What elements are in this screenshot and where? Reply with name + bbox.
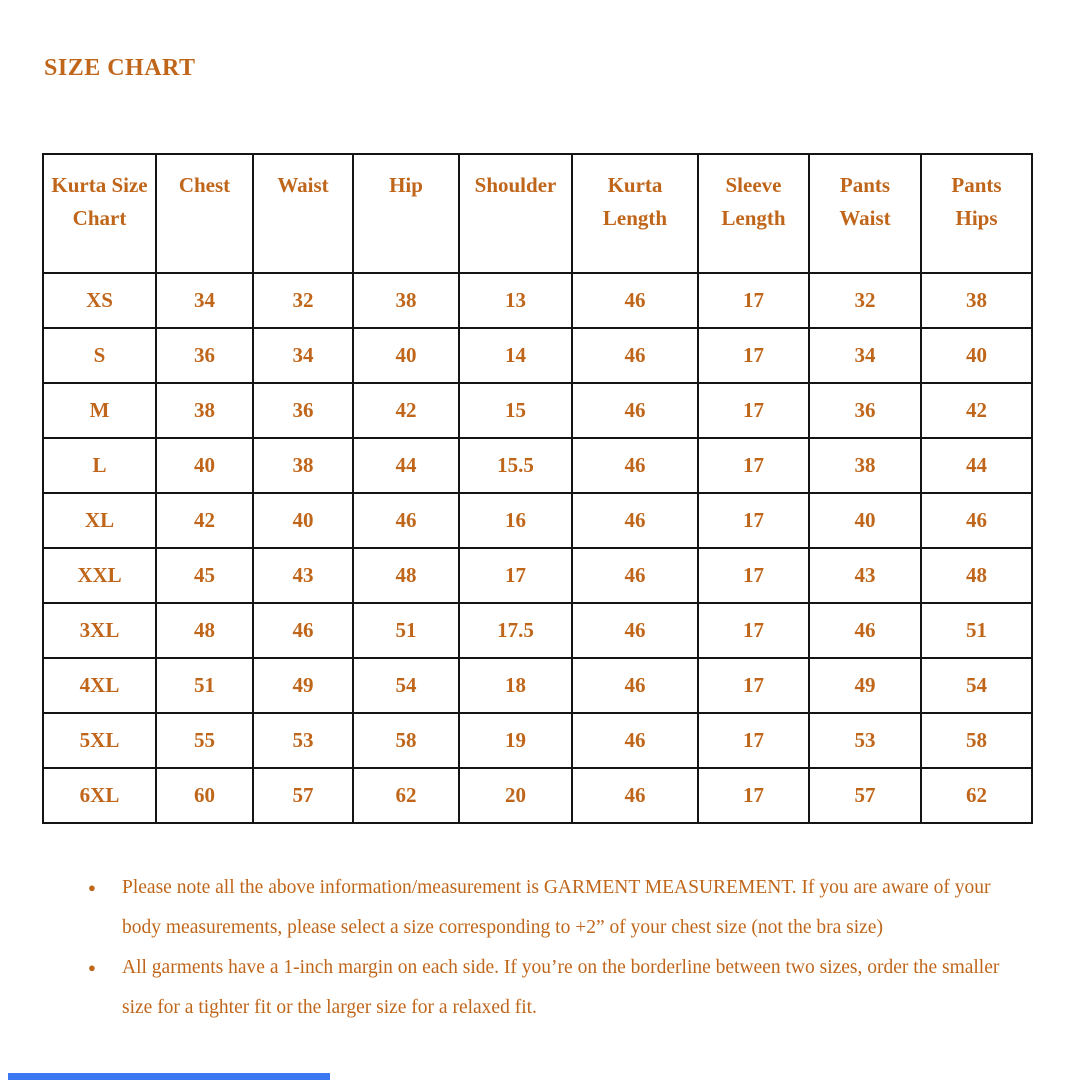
measurement-cell: 40 (253, 493, 353, 548)
measurement-cell: 58 (353, 713, 459, 768)
table-row (43, 768, 1032, 823)
measurement-cell: 46 (572, 768, 698, 823)
measurement-cell: 54 (921, 658, 1032, 713)
measurement-cell: 57 (809, 768, 921, 823)
measurement-cell: 15.5 (459, 438, 572, 493)
size-label-cell: 6XL (43, 768, 156, 823)
measurement-cell: 17 (698, 603, 809, 658)
measurement-cell: 49 (809, 658, 921, 713)
measurement-cell: 20 (459, 768, 572, 823)
size-chart-table (42, 153, 1033, 824)
measurement-cell: 60 (156, 768, 253, 823)
column-header: Pants Waist (809, 154, 921, 273)
measurement-cell: 44 (921, 438, 1032, 493)
notes-list (88, 868, 1018, 1028)
measurement-cell: 46 (572, 328, 698, 383)
measurement-cell: 51 (921, 603, 1032, 658)
column-header: Sleeve Length (698, 154, 809, 273)
table-body (43, 273, 1032, 823)
measurement-cell: 42 (156, 493, 253, 548)
measurement-cell: 17 (698, 328, 809, 383)
measurement-cell: 57 (253, 768, 353, 823)
measurement-cell: 14 (459, 328, 572, 383)
measurement-cell: 42 (921, 383, 1032, 438)
measurement-cell: 44 (353, 438, 459, 493)
table-row (43, 548, 1032, 603)
measurement-cell: 48 (921, 548, 1032, 603)
measurement-cell: 48 (353, 548, 459, 603)
size-label-cell: 3XL (43, 603, 156, 658)
measurement-cell: 46 (253, 603, 353, 658)
note-item (88, 948, 1018, 1028)
measurement-cell: 55 (156, 713, 253, 768)
measurement-cell: 46 (921, 493, 1032, 548)
measurement-cell: 43 (253, 548, 353, 603)
measurement-cell: 46 (572, 438, 698, 493)
measurement-cell: 13 (459, 273, 572, 328)
page-title: SIZE CHART (44, 55, 196, 81)
measurement-cell: 38 (353, 273, 459, 328)
measurement-cell: 45 (156, 548, 253, 603)
note-item (88, 868, 1018, 948)
measurement-cell: 17.5 (459, 603, 572, 658)
measurement-cell: 32 (809, 273, 921, 328)
column-header: Hip (353, 154, 459, 273)
table-row (43, 328, 1032, 383)
note-text: Please note all the above information/measurement is GARMENT MEASUREMENT. If you are aware of your body measurements, please select a size corresponding to +2” of your chest size (not the bra size) (122, 877, 991, 938)
size-label-cell: S (43, 328, 156, 383)
measurement-cell: 62 (353, 768, 459, 823)
measurement-cell: 17 (698, 273, 809, 328)
column-header: Kurta Length (572, 154, 698, 273)
measurement-cell: 40 (156, 438, 253, 493)
measurement-cell: 17 (698, 438, 809, 493)
measurement-cell: 38 (253, 438, 353, 493)
measurement-cell: 38 (921, 273, 1032, 328)
measurement-cell: 54 (353, 658, 459, 713)
measurement-cell: 62 (921, 768, 1032, 823)
measurement-cell: 36 (809, 383, 921, 438)
column-header: Shoulder (459, 154, 572, 273)
size-label-cell: XS (43, 273, 156, 328)
measurement-cell: 15 (459, 383, 572, 438)
column-header: Chest (156, 154, 253, 273)
measurement-cell: 46 (572, 383, 698, 438)
measurement-cell: 19 (459, 713, 572, 768)
measurement-cell: 46 (353, 493, 459, 548)
measurement-cell: 17 (698, 658, 809, 713)
measurement-cell: 17 (698, 768, 809, 823)
table-row (43, 658, 1032, 713)
measurement-cell: 42 (353, 383, 459, 438)
note-text: All garments have a 1-inch margin on each side. If you’re on the borderline between two sizes, order the smaller size for a tighter fit or the larger size for a relaxed fit. (122, 957, 1000, 1018)
measurement-cell: 46 (572, 713, 698, 768)
measurement-cell: 38 (156, 383, 253, 438)
measurement-cell: 53 (809, 713, 921, 768)
measurement-cell: 40 (353, 328, 459, 383)
table-row (43, 273, 1032, 328)
measurement-cell: 40 (809, 493, 921, 548)
measurement-cell: 46 (809, 603, 921, 658)
measurement-cell: 34 (253, 328, 353, 383)
size-label-cell: XL (43, 493, 156, 548)
measurement-cell: 58 (921, 713, 1032, 768)
size-label-cell: 5XL (43, 713, 156, 768)
size-label-cell: 4XL (43, 658, 156, 713)
column-header: Waist (253, 154, 353, 273)
measurement-cell: 17 (698, 383, 809, 438)
measurement-cell: 48 (156, 603, 253, 658)
column-header: Kurta Size Chart (43, 154, 156, 273)
measurement-cell: 17 (698, 713, 809, 768)
measurement-cell: 34 (156, 273, 253, 328)
bullet-icon: ● (88, 960, 96, 975)
measurement-cell: 43 (809, 548, 921, 603)
table-row (43, 493, 1032, 548)
measurement-cell: 17 (459, 548, 572, 603)
size-label-cell: L (43, 438, 156, 493)
measurement-cell: 17 (698, 548, 809, 603)
measurement-cell: 38 (809, 438, 921, 493)
measurement-cell: 46 (572, 493, 698, 548)
measurement-cell: 46 (572, 548, 698, 603)
table-row (43, 713, 1032, 768)
measurement-cell: 40 (921, 328, 1032, 383)
header-row (43, 154, 1032, 273)
measurement-cell: 32 (253, 273, 353, 328)
measurement-cell: 18 (459, 658, 572, 713)
table-row (43, 438, 1032, 493)
measurement-cell: 46 (572, 273, 698, 328)
measurement-cell: 16 (459, 493, 572, 548)
measurement-cell: 36 (253, 383, 353, 438)
measurement-cell: 49 (253, 658, 353, 713)
bullet-icon: ● (88, 880, 96, 895)
table-row (43, 603, 1032, 658)
measurement-cell: 51 (156, 658, 253, 713)
measurement-cell: 53 (253, 713, 353, 768)
measurement-cell: 51 (353, 603, 459, 658)
measurement-cell: 46 (572, 658, 698, 713)
measurement-cell: 34 (809, 328, 921, 383)
size-label-cell: XXL (43, 548, 156, 603)
size-label-cell: M (43, 383, 156, 438)
column-header: Pants Hips (921, 154, 1032, 273)
horizontal-scrollbar-thumb[interactable] (8, 1073, 330, 1080)
measurement-cell: 36 (156, 328, 253, 383)
measurement-cell: 46 (572, 603, 698, 658)
table-row (43, 383, 1032, 438)
measurement-cell: 17 (698, 493, 809, 548)
